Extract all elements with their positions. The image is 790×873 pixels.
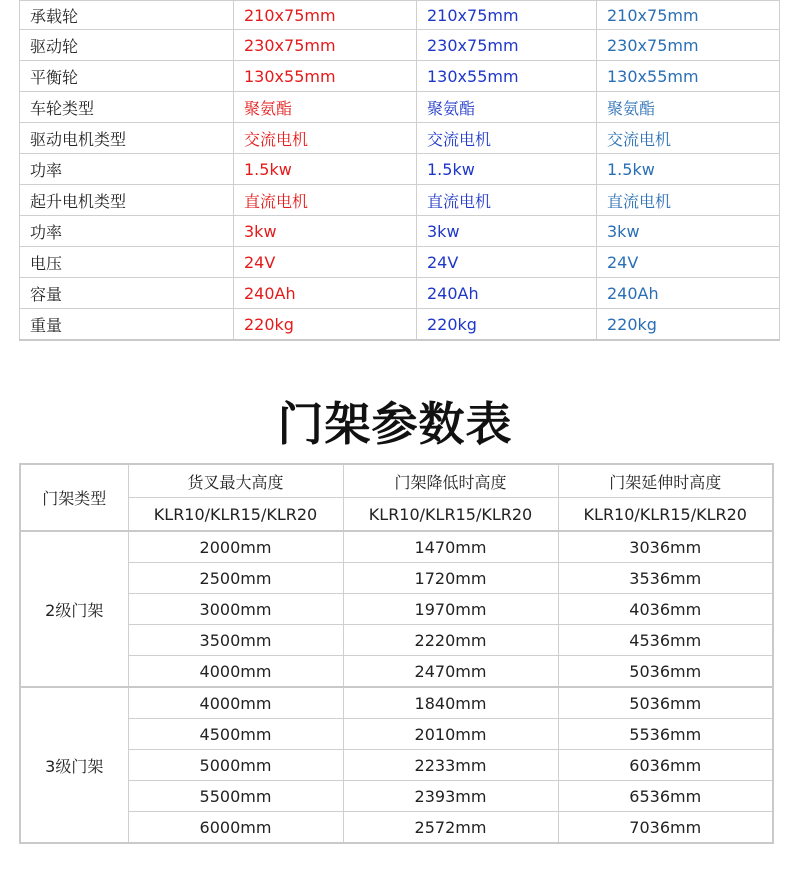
spec-value: 230x75mm	[417, 30, 597, 61]
spec-value: 1.5kw	[597, 154, 780, 185]
spec-label: 容量	[20, 278, 234, 309]
spec-value: 直流电机	[234, 185, 417, 216]
table-row	[20, 61, 780, 92]
table-cell: 4036mm	[558, 594, 773, 625]
spec-value: 220kg	[234, 309, 417, 341]
spec-value: 210x75mm	[234, 1, 417, 30]
table-cell: 2220mm	[343, 625, 558, 656]
spec-value: 220kg	[417, 309, 597, 341]
mast-type-header: 门架类型	[20, 464, 128, 531]
table-row	[20, 531, 773, 563]
column-header: 门架延伸时高度	[558, 464, 773, 498]
table-cell: 1970mm	[343, 594, 558, 625]
spec-value: 聚氨酯	[597, 92, 780, 123]
table-cell: 2010mm	[343, 719, 558, 750]
spec-value: 210x75mm	[597, 1, 780, 30]
spec-value: 交流电机	[234, 123, 417, 154]
mast-table	[19, 463, 774, 844]
spec-value: 聚氨酯	[417, 92, 597, 123]
spec-value: 230x75mm	[597, 30, 780, 61]
spec-value: 聚氨酯	[234, 92, 417, 123]
table-row	[20, 216, 780, 247]
table-row	[20, 309, 780, 341]
table-cell: 5036mm	[558, 687, 773, 719]
table-cell: 2572mm	[343, 812, 558, 844]
mast-group-label: 2级门架	[20, 531, 128, 687]
table-cell: 6000mm	[128, 812, 343, 844]
table-cell: 2000mm	[128, 531, 343, 563]
spec-value: 230x75mm	[234, 30, 417, 61]
column-header: 门架降低时高度	[343, 464, 558, 498]
spec-label: 功率	[20, 154, 234, 185]
table-row	[20, 687, 773, 719]
table-cell: 3036mm	[558, 531, 773, 563]
spec-value: 交流电机	[417, 123, 597, 154]
spec-value: 130x55mm	[417, 61, 597, 92]
table-row	[20, 185, 780, 216]
spec-value: 240Ah	[234, 278, 417, 309]
table-cell: 3500mm	[128, 625, 343, 656]
table-cell: 1470mm	[343, 531, 558, 563]
table-cell: 4000mm	[128, 687, 343, 719]
table-header-row	[20, 464, 773, 498]
spec-value: 直流电机	[597, 185, 780, 216]
spec-value: 240Ah	[417, 278, 597, 309]
table-row	[20, 278, 780, 309]
table-row	[20, 812, 773, 844]
spec-value: 直流电机	[417, 185, 597, 216]
table-cell: 1720mm	[343, 563, 558, 594]
spec-label: 功率	[20, 216, 234, 247]
table-cell: 6036mm	[558, 750, 773, 781]
spec-value: 交流电机	[597, 123, 780, 154]
model-header: KLR10/KLR15/KLR20	[343, 498, 558, 532]
table-row	[20, 1, 780, 30]
spec-value: 24V	[597, 247, 780, 278]
table-cell: 5500mm	[128, 781, 343, 812]
table-cell: 3536mm	[558, 563, 773, 594]
table-row	[20, 656, 773, 688]
table-cell: 4000mm	[128, 656, 343, 688]
spec-value: 3kw	[417, 216, 597, 247]
column-header: 货叉最大高度	[128, 464, 343, 498]
table-cell: 6536mm	[558, 781, 773, 812]
table-row	[20, 30, 780, 61]
table-cell: 4536mm	[558, 625, 773, 656]
table-row	[20, 247, 780, 278]
table-cell: 5036mm	[558, 656, 773, 688]
spec-label: 电压	[20, 247, 234, 278]
table-row	[20, 781, 773, 812]
spec-value: 130x55mm	[234, 61, 417, 92]
table-cell: 2393mm	[343, 781, 558, 812]
spec-value: 210x75mm	[417, 1, 597, 30]
model-header: KLR10/KLR15/KLR20	[558, 498, 773, 532]
table-cell: 7036mm	[558, 812, 773, 844]
spec-label: 平衡轮	[20, 61, 234, 92]
spec-label: 驱动电机类型	[20, 123, 234, 154]
table-row	[20, 92, 780, 123]
spec-value: 24V	[417, 247, 597, 278]
table-row	[20, 625, 773, 656]
table-row	[20, 154, 780, 185]
table-cell: 5536mm	[558, 719, 773, 750]
table-row	[20, 594, 773, 625]
table-cell: 2233mm	[343, 750, 558, 781]
table-row	[20, 123, 780, 154]
spec-value: 3kw	[597, 216, 780, 247]
table-cell: 3000mm	[128, 594, 343, 625]
spec-label: 驱动轮	[20, 30, 234, 61]
mast-group-label: 3级门架	[20, 687, 128, 843]
table-row	[20, 719, 773, 750]
table-header-row	[20, 498, 773, 532]
spec-value: 1.5kw	[234, 154, 417, 185]
table-cell: 5000mm	[128, 750, 343, 781]
spec-value: 240Ah	[597, 278, 780, 309]
spec-value: 220kg	[597, 309, 780, 341]
spec-value: 1.5kw	[417, 154, 597, 185]
table-cell: 1840mm	[343, 687, 558, 719]
table-cell: 2470mm	[343, 656, 558, 688]
table-cell: 2500mm	[128, 563, 343, 594]
table-row	[20, 750, 773, 781]
model-header: KLR10/KLR15/KLR20	[128, 498, 343, 532]
spec-value: 3kw	[234, 216, 417, 247]
spec-label: 车轮类型	[20, 92, 234, 123]
spec-label: 承载轮	[20, 1, 234, 30]
table-cell: 4500mm	[128, 719, 343, 750]
spec-value: 130x55mm	[597, 61, 780, 92]
table-row	[20, 563, 773, 594]
page-title: 门架参数表	[277, 397, 513, 451]
spec-table	[19, 0, 780, 341]
spec-label: 起升电机类型	[20, 185, 234, 216]
spec-label: 重量	[20, 309, 234, 341]
spec-value: 24V	[234, 247, 417, 278]
